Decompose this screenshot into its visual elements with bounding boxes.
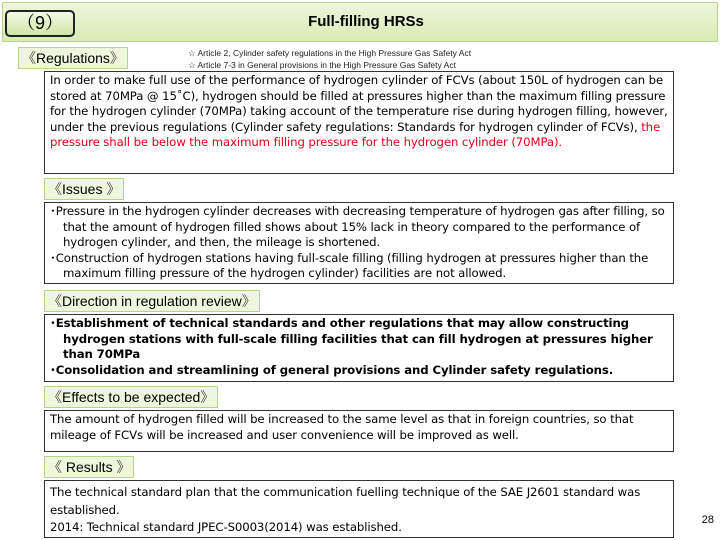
effects-text: The amount of hydrogen filled will be increased to the same level as that in foreign countries, so that mileage of FCVs will be increased and user convenience will be improved as well. <box>50 412 634 442</box>
regulations-textbox <box>44 71 674 174</box>
results-line-2: 2014: Technical standard JPEC-S0003(2014) was established. <box>50 520 402 534</box>
section-number-badge: （9） <box>5 10 75 37</box>
regulation-note-2: ☆ Article 7-3 in General provisions in the High Pressure Gas Safety Act <box>188 60 456 70</box>
regulations-label: 《Regulations》 <box>18 47 128 69</box>
direction-item-1: ･Establishment of technical standards and other regulations that may allow constructing hydrogen stations with full-scale filling facilities that can fill hydrogen at pressures higher than 70MPa <box>50 316 653 362</box>
regulations-body: In order to make full use of the performance of hydrogen cylinder of FCVs (about 150L of hydrogen can be stored at 70MPa @ 15˚C), hydrogen should be filled at pressures higher than the maximum filling pressure for the hydrogen cylinder (70MPa) taking account of the temperature rise during hydrogen filling, however, under the previous regulations (Cylinder safety regulations: Standards for hydrogen cylinder of FCVs), <box>50 73 668 134</box>
issue-item-2: ･Construction of hydrogen stations having full-scale filling (filling hydrogen at pressures higher than the maximum filling pressure of the hydrogen cylinder) facilities are not allowed. <box>50 250 649 281</box>
effects-textbox <box>44 410 674 452</box>
regulation-note-1: ☆ Article 2, Cylinder safety regulations in the High Pressure Gas Safety Act <box>188 48 472 58</box>
issue-item-1: ･Pressure in the hydrogen cylinder decreases with decreasing temperature of hydrogen gas after filling, so that the amount of hydrogen filled shows about 15% lack in theory compared to the performance of hydrogen cylinder, and then, the mileage is shortened. <box>50 204 665 250</box>
results-label: 《 Results 》 <box>44 456 134 478</box>
results-line-1: The technical standard plan that the communication fuelling technique of the SAE J2601 standard was established. <box>50 485 641 517</box>
issues-textbox <box>44 202 674 284</box>
direction-item-2: ･Consolidation and streamlining of general provisions and Cylinder safety regulations. <box>50 362 614 377</box>
issues-label: 《Issues 》 <box>44 178 124 200</box>
page-number: 28 <box>701 514 714 526</box>
direction-label: 《Direction in regulation review》 <box>44 290 260 312</box>
regulations-body-highlight: the pressure shall be below the maximum filling pressure for the hydrogen cylinder (70MPa). <box>50 119 661 150</box>
effects-label: 《Effects to be expected》 <box>44 386 218 408</box>
direction-textbox <box>44 314 674 382</box>
page-title: Full-filling HRSs <box>308 13 424 30</box>
results-textbox <box>44 480 674 538</box>
